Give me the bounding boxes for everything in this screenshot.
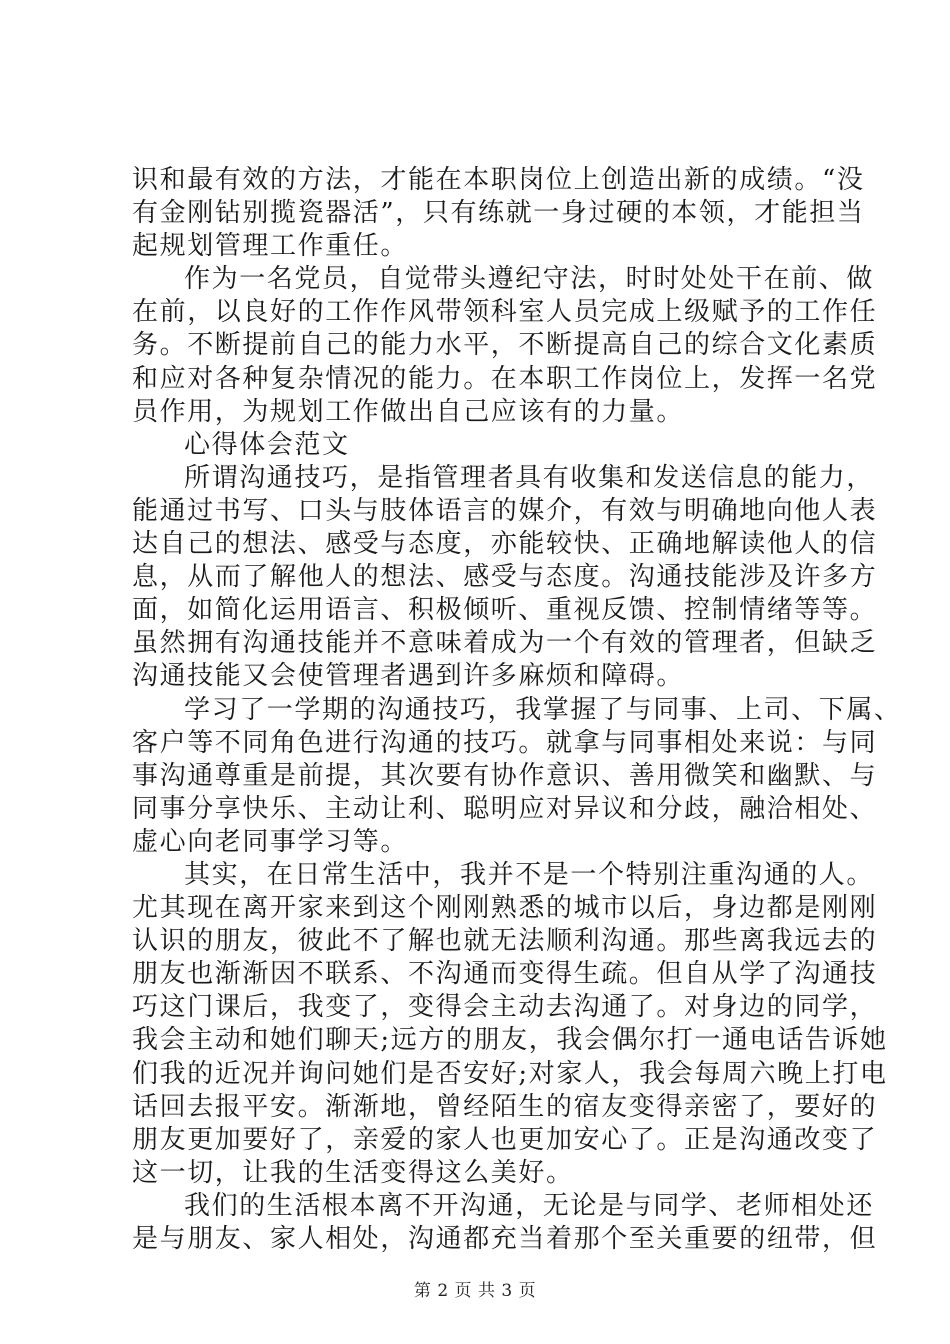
text-line: 这一切，让我的生活变得这么美好。	[132, 1157, 574, 1188]
text-line: 朋友也渐渐因不联系、不沟通而变得生疏。但自从学了沟通技	[132, 959, 878, 990]
text-line: 是与朋友、家人相处，沟通都充当着那个至关重要的纽带，但	[132, 1224, 878, 1254]
text-line: 们我的近况并询问她们是否安好;对家人，我会每周六晚上打电	[132, 1058, 888, 1089]
document-body	[132, 164, 902, 1256]
text-line: 朋友更加要好了，亲爱的家人也更加安心了。正是沟通改变了	[132, 1124, 878, 1155]
text-line: 达自己的想法、感受与态度，亦能较快、正确地解读他人的信	[132, 529, 878, 560]
text-line: 面，如简化运用语言、积极倾听、重视反馈、控制情绪等等。	[132, 595, 878, 626]
text-line: 尤其现在离开家来到这个刚刚熟悉的城市以后，身边都是刚刚	[132, 893, 878, 924]
text-line: 有金刚钻别揽瓷器活”，只有练就一身过硬的本领，才能担当	[132, 198, 865, 229]
text-line: 识和最有效的方法，才能在本职岗位上创造出新的成绩。“没	[132, 165, 865, 195]
text-line: 我会主动和她们聊天;远方的朋友，我会偶尔打一通电话告诉她	[132, 1025, 888, 1056]
page-footer: 第 2 页 共 3 页	[413, 1281, 537, 1301]
text-line: 起规划管理工作重任。	[132, 231, 409, 262]
text-line: 事沟通尊重是前提，其次要有协作意识、善用微笑和幽默、与	[132, 760, 878, 791]
text-line: 认识的朋友，彼此不了解也就无法顺利沟通。那些离我远去的	[132, 926, 878, 957]
text-line: 学习了一学期的沟通技巧，我掌握了与同事、上司、下属、	[184, 694, 902, 725]
text-line: 作为一名党员，自觉带头遵纪守法，时时处处干在前、做	[184, 264, 875, 295]
text-line: 其实，在日常生活中，我并不是一个特别注重沟通的人。	[184, 859, 875, 890]
text-line: 客户等不同角色进行沟通的技巧。就拿与同事相处来说：与同	[132, 727, 878, 758]
text-line: 虚心向老同事学习等。	[132, 826, 409, 857]
text-line: 巧这门课后，我变了，变得会主动去沟通了。对身边的同学，	[132, 992, 878, 1023]
text-line: 心得体会范文	[184, 429, 350, 460]
text-line: 和应对各种复杂情况的能力。在本职工作岗位上，发挥一名党	[132, 363, 878, 394]
text-line: 员作用，为规划工作做出自己应该有的力量。	[132, 396, 685, 427]
text-line: 在前，以良好的工作作风带领科室人员完成上级赋予的工作任	[132, 297, 878, 328]
text-line: 息，从而了解他人的想法、感受与态度。沟通技能涉及许多方	[132, 562, 878, 593]
text-line: 所谓沟通技巧，是指管理者具有收集和发送信息的能力，	[184, 462, 875, 493]
text-line: 虽然拥有沟通技能并不意味着成为一个有效的管理者，但缺乏	[132, 628, 878, 659]
text-line: 能通过书写、口头与肢体语言的媒介，有效与明确地向他人表	[132, 495, 878, 526]
text-line: 务。不断提前自己的能力水平，不断提高自己的综合文化素质	[132, 330, 878, 361]
text-line: 我们的生活根本离不开沟通，无论是与同学、老师相处还	[184, 1190, 875, 1221]
text-line: 话回去报平安。渐渐地，曾经陌生的宿友变得亲密了，要好的	[132, 1091, 878, 1122]
text-line: 沟通技能又会使管理者遇到许多麻烦和障碍。	[132, 661, 685, 692]
text-line: 同事分享快乐、主动让利、聪明应对异议和分歧，融洽相处、	[132, 793, 878, 824]
